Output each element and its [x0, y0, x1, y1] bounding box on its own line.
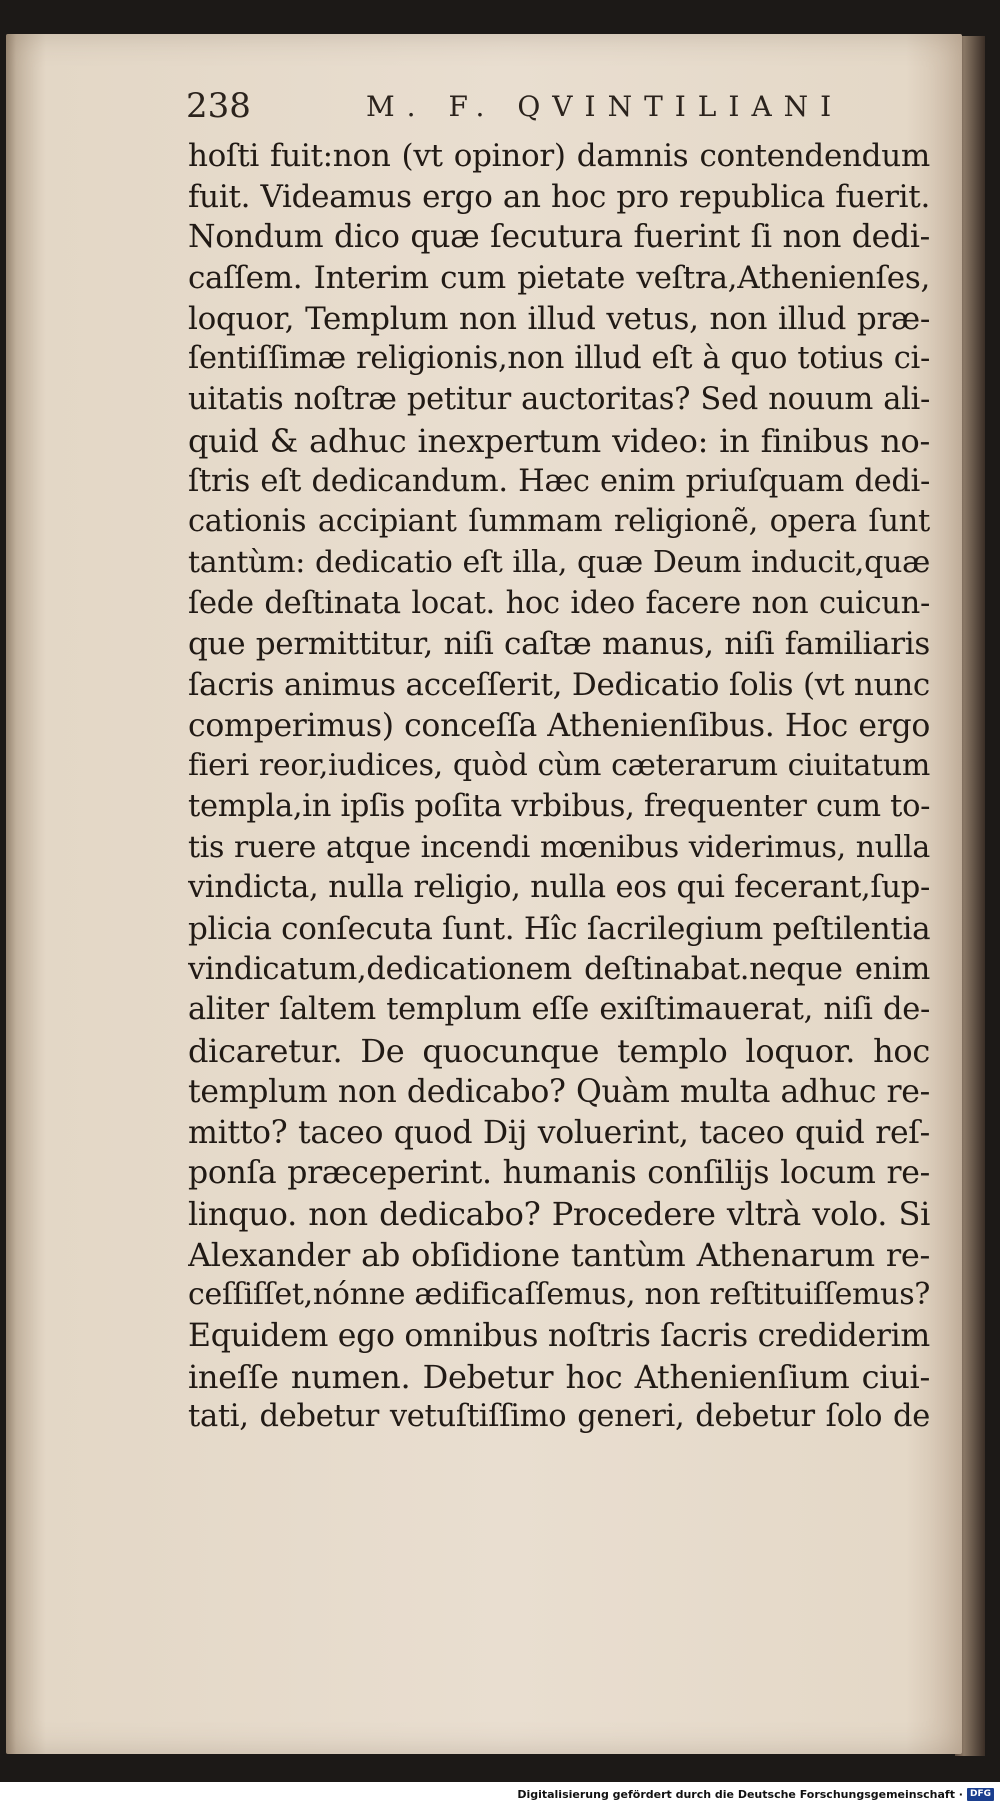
dfg-logo: DFG [967, 1788, 994, 1801]
text-line: comperimus) conceſſa Athenienſibus. Hoc ergo [188, 707, 930, 744]
digitization-credit [517, 1786, 994, 1802]
text-line: ſede deſtinata locat. hoc ideo facere non cuicun- [188, 585, 930, 621]
text-line: tati, debetur vetuſtiſſimo generi, debetur ſolo de [188, 1399, 930, 1435]
text-line: mitto? taceo quod Dij voluerint, taceo quid reſ- [188, 1114, 930, 1151]
text-line: quid & adhuc inexpertum video: in finibus no- [188, 421, 930, 460]
body-text [188, 136, 930, 1438]
text-line: tantùm: dedicatio eſt illa, quæ Deum inducit,quæ [188, 544, 930, 580]
text-line: linquo. non dedicabo? Procedere vltrà volo. Si [188, 1194, 930, 1233]
text-line: Alexander ab obſidione tantùm Athenarum re- [188, 1235, 930, 1274]
text-line: ineſſe numen. Debetur hoc Athenienſium ciui- [188, 1357, 930, 1396]
text-line: vindicatum,dedicationem deſtinabat.neque enim [188, 951, 930, 987]
text-line: plicia conſecuta ſunt. Hîc ſacrilegium peſtilentia [188, 911, 930, 948]
text-line: que permittitur, niſi caſtæ manus, niſi familiaris [188, 626, 930, 663]
page-number: 238 [186, 86, 251, 126]
text-line: vindicta, nulla religio, nulla eos qui fecerant,ſup- [188, 870, 930, 906]
credit-text: Digitalisierung gefördert durch die Deutsche Forschungsgemeinschaft · [517, 1787, 963, 1801]
text-line: templa,in ipſis poſita vrbibus, frequenter cum to- [188, 789, 930, 824]
text-line: Nondum dico quæ ſecutura fuerint ſi non dedi- [188, 219, 930, 256]
text-line: caſſem. Interim cum pietate veſtra,Athenienſes, [188, 260, 930, 297]
text-line: loquor, Templum non illud vetus, non illud præ- [188, 300, 930, 337]
text-line: ſacris animus acceſſerit, Dedicatio ſolis (vt nunc [188, 666, 930, 703]
text-line: hoſti fuit:non (vt opinor) damnis contendendum [188, 138, 930, 174]
text-line: aliter ſaltem templum eſſe exiſtimauerat, niſi de- [188, 992, 930, 1028]
text-line: ſtris eſt dedicandum. Hæc enim priuſquam dedi- [188, 463, 930, 499]
running-head [186, 86, 946, 136]
text-line: tis ruere atque incendi mœnibus viderimus, nulla [188, 829, 930, 865]
text-line: uitatis noſtræ petitur auctoritas? Sed nouum ali- [188, 382, 930, 418]
text-line: dicaretur. De quocunque templo loquor. hoc [188, 1032, 930, 1071]
text-line: templum non dedicabo? Quàm multa adhuc re- [188, 1073, 930, 1110]
text-line: ponſa præceperint. humanis conſilijs locum re- [188, 1155, 930, 1192]
running-head-title: M. F. QVINTILIANI [366, 90, 844, 123]
text-line: fuit. Videamus ergo an hoc pro republica fuerit. [188, 178, 930, 215]
text-line: cationis accipiant ſummam religionẽ, opera ſunt [188, 504, 930, 540]
text-line: ſentiſſimæ religionis,non illud eſt à quo totius ci- [188, 341, 930, 377]
text-line: fieri reor,iudices, quòd cùm cæterarum ciuitatum [188, 748, 930, 784]
text-line: ceſſiſſet,nónne ædificaſſemus, non reſtituiſſemus? [188, 1277, 930, 1313]
text-line: Equidem ego omnibus noſtris ſacris crediderim [188, 1317, 930, 1354]
